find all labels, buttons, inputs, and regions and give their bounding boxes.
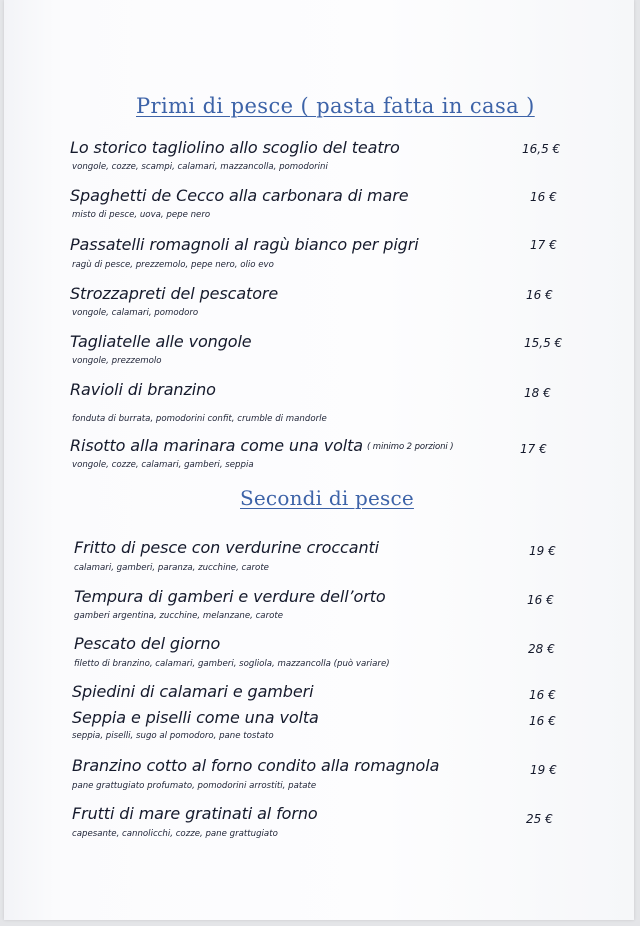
dish-price: 16,5 € [522,142,561,156]
dish-description: ragù di pesce, prezzemolo, pepe nero, olio evo [72,260,274,270]
dish-description: capesante, cannolicchi, cozze, pane grattugiato [72,829,278,839]
dish-name: Branzino cotto al forno condito alla romagnola [72,756,440,775]
dish-price: 16 € [526,288,553,302]
dish-name: Tagliatelle alle vongole [70,332,252,351]
section-title-primi: Primi di pesce ( pasta fatta in casa ) [136,94,535,118]
dish-description: gamberi argentina, zucchine, melanzane, carote [74,611,284,621]
dish-description: seppia, piselli, sugo al pomodoro, pane tostato [72,731,274,741]
dish-price: 16 € [529,688,556,702]
dish-name: Frutti di mare gratinati al forno [72,804,318,823]
dish-price: 18 € [524,386,551,400]
dish-description: vongole, cozze, scampi, calamari, mazzancolla, pomodorini [72,162,328,172]
dish-price: 25 € [526,812,553,826]
dish-name-text: Risotto alla marinara come una volta [70,436,363,455]
dish-price: 16 € [530,190,557,204]
dish-description: fonduta di burrata, pomodorini confit, crumble di mandorle [72,414,327,424]
dish-price: 19 € [529,544,556,558]
dish-price: 16 € [527,593,554,607]
dish-name: Tempura di gamberi e verdure dell’orto [74,587,386,606]
dish-price: 16 € [529,714,556,728]
dish-price: 17 € [530,238,557,252]
dish-name: Seppia e piselli come una volta [72,708,319,727]
dish-note: ( minimo 2 porzioni ) [366,442,454,452]
dish-name: Spaghetti de Cecco alla carbonara di mare [70,186,409,205]
dish-name: Lo storico tagliolino allo scoglio del teatro [70,138,400,157]
dish-price: 17 € [520,442,547,456]
dish-name: Strozzapreti del pescatore [70,284,279,303]
dish-description: calamari, gamberi, paranza, zucchine, carote [74,563,269,573]
dish-price: 19 € [530,763,557,777]
dish-name: Passatelli romagnoli al ragù bianco per pigri [70,235,419,254]
section-title-secondi: Secondi di pesce [240,486,414,510]
dish-description: misto di pesce, uova, pepe nero [72,210,211,220]
dish-description: vongole, cozze, calamari, gamberi, seppia [72,460,254,470]
dish-description: filetto di branzino, calamari, gamberi, sogliola, mazzancolla (può variare) [74,659,390,669]
dish-price: 15,5 € [524,336,563,350]
menu-page [4,0,634,920]
dish-name: Fritto di pesce con verdurine croccanti [74,538,380,557]
dish-description: vongole, calamari, pomodoro [72,308,199,318]
dish-name: Spiedini di calamari e gamberi [72,682,314,701]
dish-name: Ravioli di branzino [70,380,216,399]
dish-description: pane grattugiato profumato, pomodorini arrostiti, patate [72,781,317,791]
dish-price: 28 € [528,642,555,656]
dish-name: Pescato del giorno [74,634,221,653]
dish-description: vongole, prezzemolo [72,356,162,366]
dish-name [70,436,453,455]
